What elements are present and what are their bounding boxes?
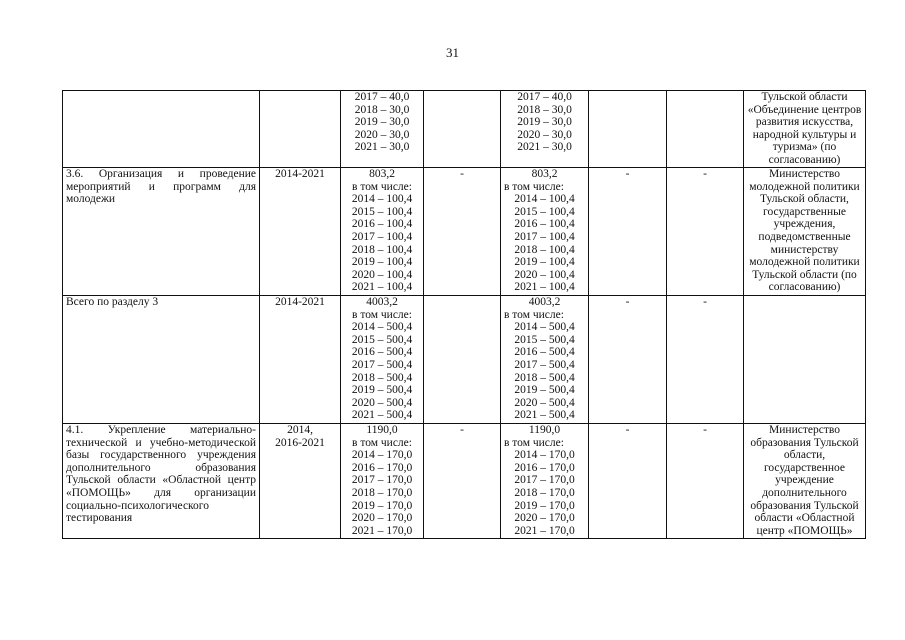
budget-table xyxy=(62,90,866,539)
total-year-value: 2017 – 170,0 xyxy=(351,474,413,487)
period-line: 2014, xyxy=(287,424,313,436)
regional-year-value: 2019 – 30,0 xyxy=(517,116,572,129)
total-year-value: 2020 – 170,0 xyxy=(351,512,413,525)
total-year-value: 2019 – 170,0 xyxy=(351,499,413,512)
regional-year-value: 2018 – 500,4 xyxy=(514,371,575,384)
regional-year-value: 2018 – 170,0 xyxy=(514,486,575,499)
regional-year-value: 2017 – 40,0 xyxy=(517,91,572,103)
total-year-value: 2015 – 500,4 xyxy=(351,333,413,346)
total-cell xyxy=(341,168,424,296)
regional-year-value: 2017 – 170,0 xyxy=(514,474,575,487)
total-amount: 4003,2 xyxy=(366,296,398,308)
total-cell xyxy=(341,296,424,424)
executor-cell: Тульской области «Объединение центров развития искусства, народной культуры и туризма» (по согласованию) xyxy=(744,91,866,168)
local-cell: - xyxy=(589,168,667,296)
total-year-value: 2021 – 500,4 xyxy=(351,409,413,422)
regional-year-value: 2020 – 170,0 xyxy=(514,512,575,525)
period-cell xyxy=(260,91,341,168)
period-cell: 2014-2021 xyxy=(260,296,341,424)
regional-year-value: 2021 – 500,4 xyxy=(514,409,575,422)
regional-year-value: 2019 – 500,4 xyxy=(514,384,575,397)
page-number: 31 xyxy=(446,45,459,60)
regional-year-value: 2021 – 30,0 xyxy=(517,141,572,154)
regional-year-value: 2020 – 100,4 xyxy=(514,268,575,281)
regional-year-value: 2014 – 100,4 xyxy=(514,193,575,206)
regional-amount: 4003,2 xyxy=(528,296,561,308)
table-row xyxy=(63,168,866,296)
activity-cell xyxy=(63,91,260,168)
other-cell xyxy=(667,91,744,168)
regional-year-value: 2018 – 30,0 xyxy=(517,103,572,116)
activity-cell: Всего по разделу 3 xyxy=(63,296,260,424)
executor-cell: Министерство молодежной политики Тульской области, государственные учреждения, подведомственные министерству молодежной политики Тульской области (по согласованию) xyxy=(744,168,866,296)
total-year-value: 2014 – 500,4 xyxy=(351,321,413,334)
federal-cell xyxy=(424,296,501,424)
regional-year-value: 2016 – 500,4 xyxy=(514,346,575,359)
local-cell: - xyxy=(589,296,667,424)
total-amount: 1190,0 xyxy=(366,424,398,436)
other-cell: - xyxy=(667,168,744,296)
regional-year-value: 2021 – 100,4 xyxy=(514,281,575,294)
total-cell xyxy=(341,424,424,539)
total-year-value: 2016 – 170,0 xyxy=(351,461,413,474)
total-year-value: 2017 – 500,4 xyxy=(351,358,413,371)
total-year-value: 2020 – 100,4 xyxy=(351,268,413,281)
total-year-value: 2014 – 170,0 xyxy=(351,449,413,462)
regional-year-value: 2014 – 500,4 xyxy=(514,321,575,334)
total-year-value: 2018 – 500,4 xyxy=(351,371,413,384)
regional-year-value: 2016 – 100,4 xyxy=(514,218,575,231)
total-year-value: 2019 – 30,0 xyxy=(354,116,410,129)
regional-year-value: 2014 – 170,0 xyxy=(514,449,575,462)
total-amount: 803,2 xyxy=(369,168,395,180)
activity-cell: 3.6. Организация и проведение мероприятий и программ для молодежи xyxy=(63,168,260,296)
table-row xyxy=(63,91,866,168)
total-cell xyxy=(341,91,424,168)
total-year-value: 2018 – 170,0 xyxy=(351,486,413,499)
total-year-value: 2021 – 30,0 xyxy=(354,141,410,154)
regional-year-value: 2017 – 100,4 xyxy=(514,230,575,243)
including-label: в том числе: xyxy=(504,436,564,449)
total-year-value: 2014 – 100,4 xyxy=(351,193,413,206)
total-year-value: 2016 – 500,4 xyxy=(351,346,413,359)
including-label: в том числе: xyxy=(352,180,412,193)
regional-year-value: 2018 – 100,4 xyxy=(514,243,575,256)
regional-year-value: 2021 – 170,0 xyxy=(514,524,575,537)
activity-cell: 4.1. Укрепление материально-технической и учебно-методической базы государственного учреждения дополнительного образования Тульской области «Областной центр «ПОМОЩЬ» для организации социально-психологического тестирования xyxy=(63,424,260,539)
federal-cell: - xyxy=(424,168,501,296)
including-label: в том числе: xyxy=(504,180,564,193)
including-label: в том числе: xyxy=(352,436,412,449)
total-year-value: 2018 – 30,0 xyxy=(354,103,410,116)
regional-year-value: 2019 – 170,0 xyxy=(514,499,575,512)
local-cell: - xyxy=(589,424,667,539)
regional-amount: 1190,0 xyxy=(528,424,561,436)
total-year-value: 2020 – 30,0 xyxy=(354,128,410,141)
including-label: в том числе: xyxy=(352,308,412,321)
period-line: 2016-2021 xyxy=(275,436,325,449)
period-cell xyxy=(260,424,341,539)
regional-year-value: 2020 – 30,0 xyxy=(517,128,572,141)
executor-cell: Министерство образования Тульской области, государственное учреждение дополнительного образования Тульской области «Областной центр «ПОМОЩЬ» xyxy=(744,424,866,539)
total-year-value: 2020 – 500,4 xyxy=(351,396,413,409)
regional-year-value: 2015 – 100,4 xyxy=(514,205,575,218)
table-row xyxy=(63,296,866,424)
regional-cell xyxy=(501,168,589,296)
regional-year-value: 2020 – 500,4 xyxy=(514,396,575,409)
regional-year-value: 2017 – 500,4 xyxy=(514,358,575,371)
regional-year-value: 2019 – 100,4 xyxy=(514,256,575,269)
total-year-value: 2019 – 500,4 xyxy=(351,384,413,397)
federal-cell: - xyxy=(424,424,501,539)
total-year-value: 2016 – 100,4 xyxy=(351,218,413,231)
table-row xyxy=(63,424,866,539)
local-cell xyxy=(589,91,667,168)
other-cell: - xyxy=(667,424,744,539)
regional-cell xyxy=(501,91,589,168)
including-label: в том числе: xyxy=(504,308,564,321)
regional-cell xyxy=(501,424,589,539)
regional-year-value: 2016 – 170,0 xyxy=(514,461,575,474)
executor-cell xyxy=(744,296,866,424)
total-year-value: 2021 – 100,4 xyxy=(351,281,413,294)
total-year-value: 2015 – 100,4 xyxy=(351,205,413,218)
regional-amount: 803,2 xyxy=(531,168,558,180)
total-year-value: 2017 – 100,4 xyxy=(351,230,413,243)
total-year-value: 2021 – 170,0 xyxy=(351,524,413,537)
total-year-value: 2018 – 100,4 xyxy=(351,243,413,256)
regional-year-value: 2015 – 500,4 xyxy=(514,333,575,346)
period-cell: 2014-2021 xyxy=(260,168,341,296)
total-year-value: 2019 – 100,4 xyxy=(351,256,413,269)
federal-cell xyxy=(424,91,501,168)
total-year-value: 2017 – 40,0 xyxy=(354,91,410,103)
other-cell: - xyxy=(667,296,744,424)
regional-cell xyxy=(501,296,589,424)
